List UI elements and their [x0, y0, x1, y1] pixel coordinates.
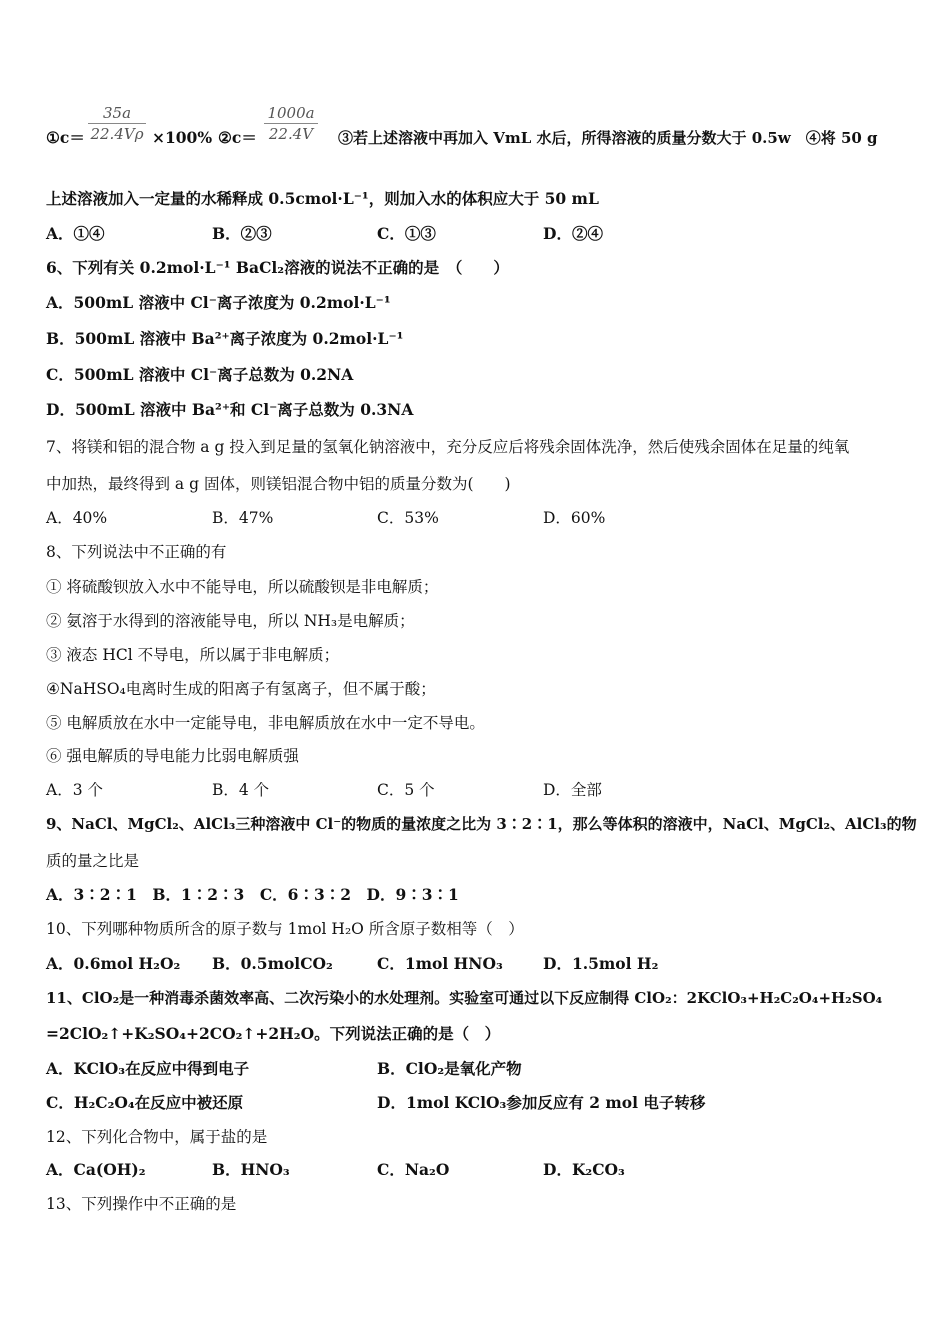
q11-option-c: C．H₂C₂O₄在反应中被还原 — [46, 1093, 244, 1112]
q6-option-b: B．500mL 溶液中 Ba²⁺离子浓度为 0.2mol·L⁻¹ — [46, 329, 404, 348]
fraction-1-denominator: 22.4Vρ — [90, 125, 144, 143]
q7-stem-line2: 中加热，最终得到 a g 固体，则镁铝混合物中铝的质量分数为( ) — [46, 475, 511, 493]
q10-option-b: B．0.5molCO₂ — [212, 954, 333, 973]
q5-option-c: C．①③ — [377, 224, 436, 243]
q11-option-a: A．KClO₃在反应中得到电子 — [46, 1059, 250, 1078]
q10-option-a: A．0.6mol H₂O₂ — [46, 954, 181, 973]
q9-stem-line1: 9、NaCl、MgCl₂、AlCl₃三种溶液中 Cl⁻的物质的量浓度之比为 3∶2∶1，那么等体积的溶液中，NaCl、MgCl₂、AlCl₃的物 — [46, 815, 917, 833]
q8-item-5: ⑤ 电解质放在水中一定能导电，非电解质放在水中一定不导电。 — [46, 714, 485, 732]
c1-suffix: ×100% — [152, 128, 213, 147]
q12-option-c: C．Na₂O — [377, 1160, 450, 1179]
formula-line — [46, 128, 85, 148]
fraction-1 — [88, 104, 146, 143]
q8-item-1: ① 将硫酸钡放入水中不能导电，所以硫酸钡是非电解质； — [46, 578, 439, 596]
q5-option-b: B．②③ — [212, 224, 272, 243]
q8-option-d: D．全部 — [543, 781, 602, 799]
q7-stem-line1: 7、将镁和铝的混合物 a g 投入到足量的氢氧化钠溶液中，充分反应后将残余固体洗净，然后使残余固体在足量的纯氧 — [46, 438, 850, 456]
fraction-1-numerator: 35a — [102, 104, 132, 122]
q11-stem-line2: =2ClO₂↑+K₂SO₄+2CO₂↑+2H₂O。下列说法正确的是（ ） — [46, 1024, 501, 1043]
q11-stem-line1: 11、ClO₂是一种消毒杀菌效率高、二次污染小的水处理剂。实验室可通过以下反应制得 ClO₂：2KClO₃+H₂C₂O₄+H₂SO₄ — [46, 989, 883, 1007]
q12-stem: 12、下列化合物中，属于盐的是 — [46, 1128, 268, 1146]
q7-option-c: C．53% — [377, 509, 439, 527]
continuation-line: 上述溶液加入一定量的水稀释成 0.5cmol·L⁻¹，则加入水的体积应大于 50 mL — [46, 189, 599, 208]
q11-option-d: D．1mol KClO₃参加反应有 2 mol 电子转移 — [377, 1093, 706, 1112]
q8-option-a: A．3 个 — [46, 781, 103, 799]
q9-options: A．3∶2∶1 B．1∶2∶3 C．6∶3∶2 D．9∶3∶1 — [46, 885, 459, 904]
q7-option-b: B．47% — [212, 509, 274, 527]
formula-line-rest: ③若上述溶液中再加入 VmL 水后，所得溶液的质量分数大于 0.5w ④将 50 g — [338, 129, 878, 147]
q8-item-3: ③ 液态 HCl 不导电，所以属于非电解质； — [46, 646, 340, 664]
q8-stem: 8、下列说法中不正确的有 — [46, 543, 227, 561]
fraction-2 — [264, 104, 318, 143]
q8-option-c: C．5 个 — [377, 781, 435, 799]
q5-option-a: A．①④ — [46, 224, 105, 243]
q8-option-b: B．4 个 — [212, 781, 270, 799]
q11-option-b: B．ClO₂是氧化产物 — [377, 1059, 522, 1078]
q5-option-d: D．②④ — [543, 224, 603, 243]
q12-option-d: D．K₂CO₃ — [543, 1160, 625, 1179]
q6-option-d: D．500mL 溶液中 Ba²⁺和 Cl⁻离子总数为 0.3NA — [46, 400, 414, 419]
q10-stem: 10、下列哪种物质所含的原子数与 1mol H₂O 所含原子数相等（ ） — [46, 920, 524, 938]
q13-stem: 13、下列操作中不正确的是 — [46, 1195, 237, 1213]
q7-option-d: D．60% — [543, 509, 606, 527]
q12-option-b: B．HNO₃ — [212, 1160, 290, 1179]
fraction-2-numerator: 1000a — [267, 104, 315, 122]
fraction-2-denominator: 22.4V — [268, 125, 314, 143]
q10-option-c: C．1mol HNO₃ — [377, 954, 503, 973]
q8-item-4: ④NaHSO₄电离时生成的阳离子有氢离子，但不属于酸； — [46, 680, 436, 698]
q8-item-6: ⑥ 强电解质的导电能力比弱电解质强 — [46, 747, 299, 765]
q7-option-a: A．40% — [46, 509, 108, 527]
q10-option-d: D．1.5mol H₂ — [543, 954, 659, 973]
q6-stem: 6、下列有关 0.2mol·L⁻¹ BaCl₂溶液的说法不正确的是 （ ） — [46, 258, 509, 277]
c1-prefix: ①c＝ — [46, 128, 85, 147]
c2-prefix: ②c＝ — [218, 128, 257, 147]
q8-item-2: ② 氨溶于水得到的溶液能导电，所以 NH₃是电解质； — [46, 612, 415, 630]
q12-option-a: A．Ca(OH)₂ — [46, 1160, 146, 1179]
q9-stem-line2: 质的量之比是 — [46, 852, 140, 870]
q6-option-a: A．500mL 溶液中 Cl⁻离子浓度为 0.2mol·L⁻¹ — [46, 293, 391, 312]
q6-option-c: C．500mL 溶液中 Cl⁻离子总数为 0.2NA — [46, 365, 354, 384]
